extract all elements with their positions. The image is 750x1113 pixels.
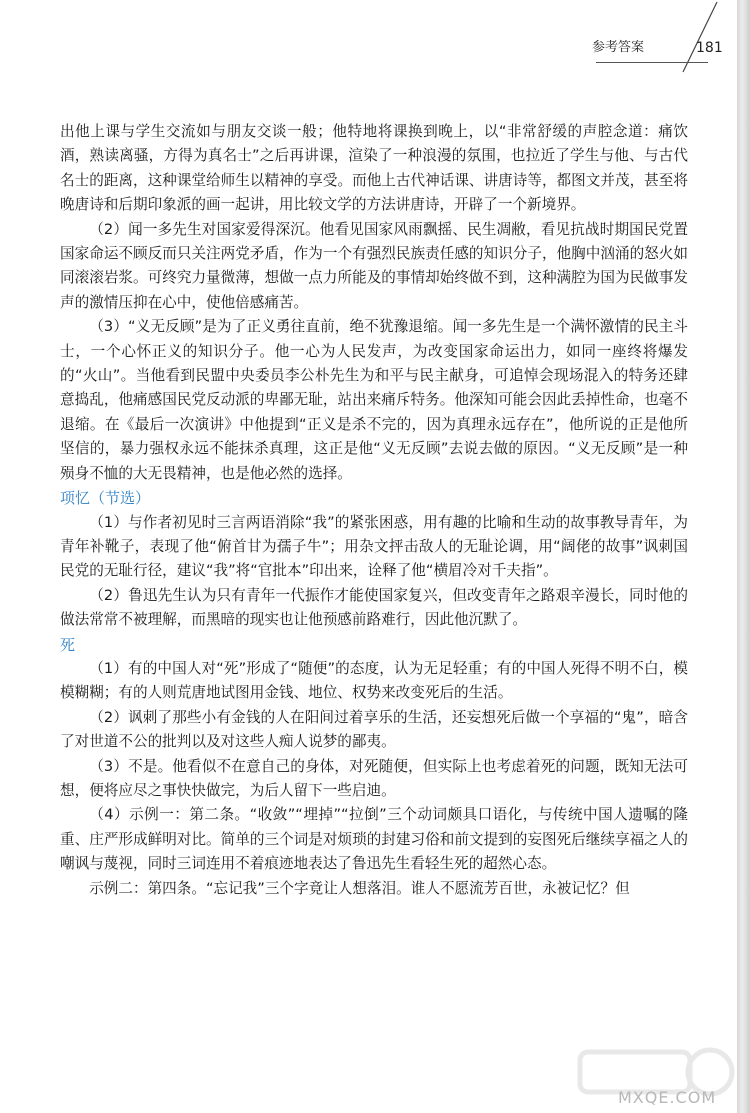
section-heading: 死: [60, 635, 76, 654]
answer-paragraph: （1）有的中国人对“死”形成了“随便”的态度，认为无足轻重；有的中国人死得不明不白，模模糊糊；有的人则荒唐地试图用金钱、地位、权势来改变死后的生活。: [60, 659, 688, 702]
answer-paragraph: （4）示例一：第二条。“收敛”“埋掉”“拉倒”三个动词颇具口语化，与传统中国人遗嘱的隆重、庄严形成鲜明对比。简单的三个词是对烦琐的封建习俗和前文提到的妄图死后继续享福之人的嘲讽与蔑视，同时三词连用不着痕迹地表达了鲁迅先生看轻生死的超然心态。: [60, 806, 688, 873]
header-title: 参考答案: [592, 40, 645, 55]
answer-paragraph: （2）鲁迅先生认为只有青年一代振作才能使国家复兴，但改变青年之路艰辛漫长，同时他的做法常常不被理解，而黑暗的现实也让他预感前路难行，因此他沉默了。: [60, 586, 688, 629]
answer-paragraph: 示例二：第四条。“忘记我”三个字竟让人想落泪。谁人不愿流芳百世，永被记忆？但: [89, 879, 630, 897]
answer-paragraph: （2）闻一多先生对国家爱得深沉。他看见国家风雨飘摇、民生凋敝，看见抗战时期国民党置国家命运不顾反而只关注两党矛盾，作为一个有强烈民族责任感的知识分子，他胸中汹涌的怒火如同滚滚岩浆。可终究力量微薄，想做一点力所能及的事情却始终做不到，这种满腔为国为民做事发声的激情压抑在心中，使他倍感痛苦。: [60, 220, 688, 311]
page-number: 181: [696, 40, 723, 56]
answer-paragraph: 出他上课与学生交流如与朋友交谈一般；他特地将课换到晚上，以“非常舒缓的声腔念道：痛饮酒，熟读离骚，方得为真名士”之后再讲课，渲染了一种浪漫的氛围，也拉近了学生与他、与古代名士的距离，这种课堂给师生以精神的享受。而他上古代神话课、讲唐诗等，都图文并茂，甚至将晚唐诗和后期印象派的画一起讲，用比较文学的方法讲唐诗，开辟了一个新境界。: [60, 123, 688, 214]
header-rule: [596, 62, 708, 63]
section-heading: 项忆（节选）: [60, 489, 151, 508]
answer-paragraph: （2）讽刺了那些小有金钱的人在阳间过着享乐的生活，还妄想死后做一个享福的“鬼”，暗含了对世道不公的批判以及对这些人痴人说梦的鄙夷。: [60, 708, 688, 751]
page-edge: [737, 0, 750, 1113]
answer-paragraph: （1）与作者初见时三言两语消除“我”的紧张困惑，用有趣的比喻和生动的故事教导青年，为青年补靴子，表现了他“俯首甘为孺子牛”；用杂文抨击敌人的无耻论调，用“阔佬的故事”讽刺国民党的无耻行径，建议“我”将“官批本”印出来，诠释了他“横眉冷对千夫指”。: [60, 513, 688, 580]
answer-paragraph: （3）不是。他看似不在意自己的身体，对死随便，但实际上也考虑着死的问题，既知无法可想，便将应尽之事快快做完，为后人留下一些启迪。: [60, 757, 688, 799]
watermark-text: MXQE.COM: [618, 1088, 717, 1107]
answer-content: [60, 120, 688, 901]
answer-paragraph: （3）“义无反顾”是为了正义勇往直前，绝不犹豫退缩。闻一多先生是一个满怀激情的民主斗士，一个心怀正义的知识分子。他一心为人民发声，为改变国家命运出力，如同一座终将爆发的“火山”。当他看到民盟中央委员李公朴先生为和平与民主献身，可追悼会现场混入的特务还肆意捣乱，他痛感国民党反动派的卑鄙无耻，站出来痛斥特务。他深知可能会因此丢掉性命，也毫不退缩。在《最后一次演讲》中他提到“正义是杀不完的，因为真理永远存在”，他所说的正是他所坚信的，暴力强权永远不能抹杀真理，这正是他“义无反顾”去说去做的原因。“义无反顾”是一种殒身不恤的大无畏精神，也是他必然的选择。: [60, 318, 688, 482]
